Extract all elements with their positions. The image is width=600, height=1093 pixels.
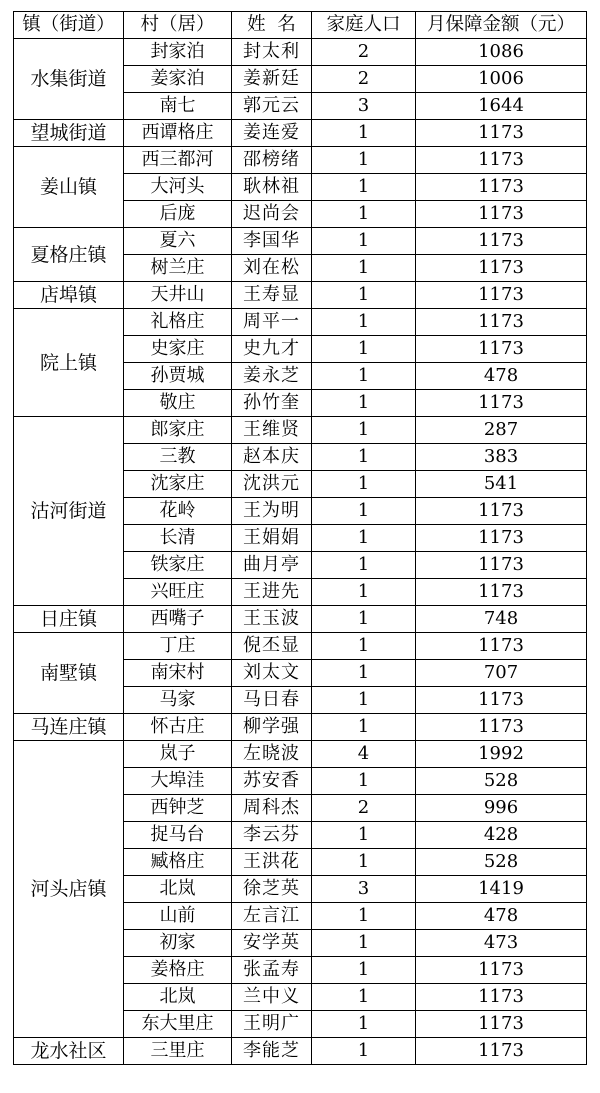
table-row (14, 309, 587, 336)
family-size-cell: 1 (312, 255, 416, 282)
family-size-cell: 1 (312, 1038, 416, 1065)
name-cell: 赵本庆 (232, 444, 312, 471)
amount-cell: 1173 (416, 957, 587, 984)
amount-cell: 1173 (416, 390, 587, 417)
amount-cell: 428 (416, 822, 587, 849)
village-cell: 丁庄 (124, 633, 232, 660)
name-cell: 王为明 (232, 498, 312, 525)
name-cell: 王洪花 (232, 849, 312, 876)
table-row (14, 282, 587, 309)
name-cell: 苏安香 (232, 768, 312, 795)
family-size-cell: 1 (312, 633, 416, 660)
village-cell: 敬庄 (124, 390, 232, 417)
village-cell: 树兰庄 (124, 255, 232, 282)
name-cell: 王进先 (232, 579, 312, 606)
amount-cell: 1173 (416, 984, 587, 1011)
family-size-cell: 1 (312, 552, 416, 579)
village-cell: 孙贾城 (124, 363, 232, 390)
name-cell: 史九才 (232, 336, 312, 363)
family-size-cell: 1 (312, 417, 416, 444)
table-row (14, 741, 587, 768)
village-cell: 南宋村 (124, 660, 232, 687)
family-size-cell: 4 (312, 741, 416, 768)
family-size-cell: 1 (312, 714, 416, 741)
town-cell: 龙水社区 (14, 1038, 124, 1065)
family-size-cell: 1 (312, 336, 416, 363)
amount-cell: 1992 (416, 741, 587, 768)
town-cell: 水集街道 (14, 39, 124, 120)
family-size-cell: 1 (312, 363, 416, 390)
family-size-cell: 1 (312, 471, 416, 498)
name-cell: 左晓波 (232, 741, 312, 768)
name-cell: 耿林祖 (232, 174, 312, 201)
village-cell: 初家 (124, 930, 232, 957)
village-cell: 天井山 (124, 282, 232, 309)
header-row (14, 12, 587, 39)
family-size-cell: 2 (312, 39, 416, 66)
town-cell: 日庄镇 (14, 606, 124, 633)
amount-cell: 1173 (416, 525, 587, 552)
village-cell: 兴旺庄 (124, 579, 232, 606)
name-cell: 左言江 (232, 903, 312, 930)
amount-cell: 473 (416, 930, 587, 957)
village-cell: 西嘴子 (124, 606, 232, 633)
village-cell: 铁家庄 (124, 552, 232, 579)
amount-cell: 1173 (416, 633, 587, 660)
table-row (14, 120, 587, 147)
town-cell: 望城街道 (14, 120, 124, 147)
table-row (14, 714, 587, 741)
name-cell: 刘在松 (232, 255, 312, 282)
village-cell: 怀古庄 (124, 714, 232, 741)
amount-cell: 1173 (416, 201, 587, 228)
village-cell: 花岭 (124, 498, 232, 525)
family-size-cell: 1 (312, 120, 416, 147)
amount-cell: 1173 (416, 228, 587, 255)
amount-cell: 478 (416, 903, 587, 930)
village-cell: 岚子 (124, 741, 232, 768)
amount-cell: 1173 (416, 255, 587, 282)
village-cell: 西三都河 (124, 147, 232, 174)
name-cell: 刘太文 (232, 660, 312, 687)
family-size-cell: 1 (312, 849, 416, 876)
header-village: 村（居） (124, 12, 232, 39)
name-cell: 李云芬 (232, 822, 312, 849)
village-cell: 史家庄 (124, 336, 232, 363)
table-row (14, 147, 587, 174)
amount-cell: 1173 (416, 174, 587, 201)
table-row (14, 633, 587, 660)
name-cell: 姜新廷 (232, 66, 312, 93)
header-amount: 月保障金额（元） (416, 12, 587, 39)
amount-cell: 1173 (416, 309, 587, 336)
table-row (14, 1038, 587, 1065)
amount-cell: 287 (416, 417, 587, 444)
name-cell: 郭元云 (232, 93, 312, 120)
table-row (14, 39, 587, 66)
town-cell: 店埠镇 (14, 282, 124, 309)
name-cell: 姜连爱 (232, 120, 312, 147)
village-cell: 西钟芝 (124, 795, 232, 822)
name-cell: 王寿显 (232, 282, 312, 309)
village-cell: 东大里庄 (124, 1011, 232, 1038)
village-cell: 长清 (124, 525, 232, 552)
name-cell: 孙竹奎 (232, 390, 312, 417)
family-size-cell: 2 (312, 795, 416, 822)
village-cell: 南七 (124, 93, 232, 120)
amount-cell: 1173 (416, 714, 587, 741)
header-town: 镇（街道） (14, 12, 124, 39)
town-cell: 院上镇 (14, 309, 124, 417)
family-size-cell: 1 (312, 660, 416, 687)
name-cell: 王娟娟 (232, 525, 312, 552)
town-cell: 河头店镇 (14, 741, 124, 1038)
amount-cell: 528 (416, 768, 587, 795)
village-cell: 大埠洼 (124, 768, 232, 795)
name-cell: 王明广 (232, 1011, 312, 1038)
amount-cell: 707 (416, 660, 587, 687)
family-size-cell: 1 (312, 444, 416, 471)
header-family: 家庭人口 (312, 12, 416, 39)
name-cell: 兰中义 (232, 984, 312, 1011)
family-size-cell: 1 (312, 957, 416, 984)
table-row (14, 228, 587, 255)
family-size-cell: 1 (312, 174, 416, 201)
amount-cell: 748 (416, 606, 587, 633)
name-cell: 柳学强 (232, 714, 312, 741)
amount-cell: 1173 (416, 552, 587, 579)
village-cell: 捉马台 (124, 822, 232, 849)
amount-cell: 1173 (416, 687, 587, 714)
family-size-cell: 1 (312, 228, 416, 255)
amount-cell: 1173 (416, 120, 587, 147)
table-row (14, 606, 587, 633)
name-cell: 马日春 (232, 687, 312, 714)
village-cell: 西谭格庄 (124, 120, 232, 147)
family-size-cell: 1 (312, 579, 416, 606)
amount-cell: 478 (416, 363, 587, 390)
village-cell: 北岚 (124, 984, 232, 1011)
family-size-cell: 1 (312, 687, 416, 714)
village-cell: 三里庄 (124, 1038, 232, 1065)
name-cell: 沈洪元 (232, 471, 312, 498)
village-cell: 郎家庄 (124, 417, 232, 444)
village-cell: 礼格庄 (124, 309, 232, 336)
subsidy-table (13, 11, 587, 1065)
name-cell: 迟尚会 (232, 201, 312, 228)
town-cell: 姜山镇 (14, 147, 124, 228)
name-cell: 邵榜绪 (232, 147, 312, 174)
table-container (13, 11, 587, 1065)
name-cell: 周科杰 (232, 795, 312, 822)
family-size-cell: 1 (312, 984, 416, 1011)
amount-cell: 383 (416, 444, 587, 471)
table-row (14, 417, 587, 444)
name-cell: 李能芝 (232, 1038, 312, 1065)
amount-cell: 1173 (416, 498, 587, 525)
family-size-cell: 1 (312, 930, 416, 957)
family-size-cell: 1 (312, 525, 416, 552)
amount-cell: 1173 (416, 282, 587, 309)
village-cell: 马家 (124, 687, 232, 714)
name-cell: 周平一 (232, 309, 312, 336)
amount-cell: 1173 (416, 1011, 587, 1038)
village-cell: 三教 (124, 444, 232, 471)
village-cell: 大河头 (124, 174, 232, 201)
town-cell: 夏格庄镇 (14, 228, 124, 282)
amount-cell: 1419 (416, 876, 587, 903)
family-size-cell: 1 (312, 606, 416, 633)
amount-cell: 528 (416, 849, 587, 876)
name-cell: 李国华 (232, 228, 312, 255)
family-size-cell: 1 (312, 1011, 416, 1038)
name-cell: 倪丕显 (232, 633, 312, 660)
name-cell: 曲月亭 (232, 552, 312, 579)
village-cell: 姜家泊 (124, 66, 232, 93)
family-size-cell: 3 (312, 93, 416, 120)
village-cell: 封家泊 (124, 39, 232, 66)
town-cell: 南墅镇 (14, 633, 124, 714)
family-size-cell: 2 (312, 66, 416, 93)
village-cell: 夏六 (124, 228, 232, 255)
amount-cell: 1173 (416, 579, 587, 606)
family-size-cell: 1 (312, 498, 416, 525)
family-size-cell: 1 (312, 201, 416, 228)
name-cell: 张孟寿 (232, 957, 312, 984)
amount-cell: 1006 (416, 66, 587, 93)
header-name: 姓 名 (232, 12, 312, 39)
amount-cell: 1173 (416, 336, 587, 363)
amount-cell: 1173 (416, 1038, 587, 1065)
name-cell: 徐芝英 (232, 876, 312, 903)
village-cell: 臧格庄 (124, 849, 232, 876)
town-cell: 马连庄镇 (14, 714, 124, 741)
family-size-cell: 1 (312, 282, 416, 309)
name-cell: 王维贤 (232, 417, 312, 444)
name-cell: 姜永芝 (232, 363, 312, 390)
name-cell: 安学英 (232, 930, 312, 957)
name-cell: 封太利 (232, 39, 312, 66)
family-size-cell: 3 (312, 876, 416, 903)
amount-cell: 1644 (416, 93, 587, 120)
village-cell: 山前 (124, 903, 232, 930)
town-cell: 沽河街道 (14, 417, 124, 606)
village-cell: 后庞 (124, 201, 232, 228)
family-size-cell: 1 (312, 903, 416, 930)
village-cell: 姜格庄 (124, 957, 232, 984)
family-size-cell: 1 (312, 822, 416, 849)
family-size-cell: 1 (312, 768, 416, 795)
amount-cell: 541 (416, 471, 587, 498)
family-size-cell: 1 (312, 147, 416, 174)
amount-cell: 1086 (416, 39, 587, 66)
table-body (14, 39, 587, 1065)
amount-cell: 996 (416, 795, 587, 822)
village-cell: 沈家庄 (124, 471, 232, 498)
name-cell: 王玉波 (232, 606, 312, 633)
family-size-cell: 1 (312, 309, 416, 336)
village-cell: 北岚 (124, 876, 232, 903)
amount-cell: 1173 (416, 147, 587, 174)
family-size-cell: 1 (312, 390, 416, 417)
